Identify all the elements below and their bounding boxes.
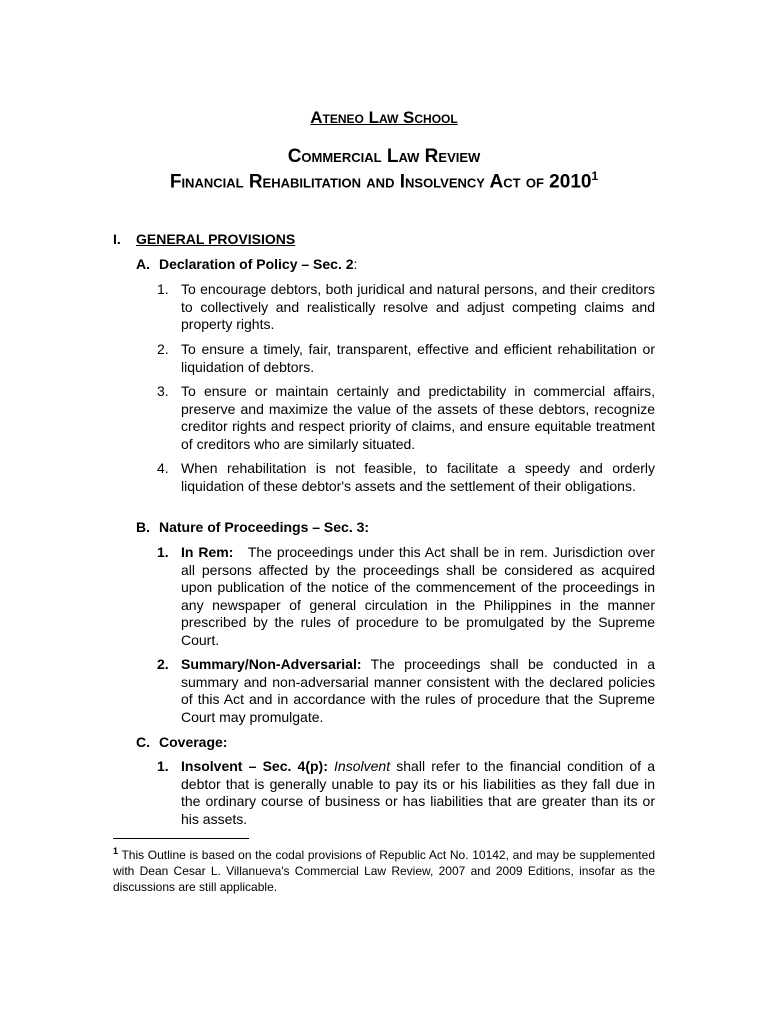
item-number: 2.: [157, 341, 169, 357]
subsection-coverage: [136, 734, 227, 750]
footnote-reference[interactable]: 1: [591, 169, 599, 183]
item-text: [181, 758, 655, 828]
item-label: In Rem:: [181, 544, 234, 560]
item-text: [181, 544, 655, 650]
subsection-letter: B.: [136, 519, 150, 535]
list-item: [157, 460, 655, 495]
footnote: [113, 843, 655, 895]
list-item: [157, 383, 655, 453]
item-text: To ensure or maintain certainly and predictability in commercial affairs, preserve and maximize the value of the assets of these debtors, recognize creditor rights and respect priority of claims, and ensure equitable treatment of creditors who are similarly situated.: [181, 383, 655, 452]
item-text: [181, 656, 655, 726]
item-text: To encourage debtors, both juridical and natural persons, and their creditors to collectively and realistically resolve and adjust competing claims and property rights.: [181, 281, 655, 333]
footnote-separator: [113, 838, 249, 839]
item-body: The proceedings shall be conducted in a summary and non-adversarial manner consistent with the declared policies of this Act and in accordance with the rules of procedure that the Supreme Court may promulgate.: [181, 656, 655, 725]
subsection-letter: A.: [136, 256, 150, 272]
subsection-declaration-of-policy: [136, 256, 357, 272]
footnote-text: This Outline is based on the codal provisions of Republic Act No. 10142, and may be supplemented with Dean Cesar L. Villanueva's Commercial Law Review, 2007 and 2009 Editions, insofar as the discussions are still applicable.: [113, 848, 655, 894]
item-text: To ensure a timely, fair, transparent, effective and efficient rehabilitation or liquidation of debtors.: [181, 341, 655, 375]
list-item: [157, 544, 655, 650]
subsection-title: Declaration of Policy – Sec. 2: [159, 256, 354, 272]
document-title-text: Financial Rehabilitation and Insolvency Act of 2010: [169, 171, 592, 193]
item-body: shall refer to the financial condition of a debtor that is generally unable to pay its or his liabilities as they fall due in the ordinary course of business or has liabilities that are greater than its or his assets.: [181, 758, 656, 827]
item-number: 1.: [157, 544, 169, 560]
item-label: Insolvent – Sec. 4(p):: [181, 758, 328, 774]
item-term: Insolvent: [334, 758, 391, 774]
section-number: I.: [113, 231, 121, 247]
subsection-nature-of-proceedings: [136, 519, 369, 535]
document-title-line2: [0, 169, 768, 193]
list-item: [157, 656, 655, 726]
item-label: Summary/Non-Adversarial:: [181, 656, 362, 672]
list-item: [157, 281, 655, 334]
subsection-title: Nature of Proceedings – Sec. 3:: [159, 519, 370, 535]
item-number: 1.: [157, 281, 169, 297]
section-title: GENERAL PROVISIONS: [136, 231, 296, 247]
list-item: [157, 341, 655, 376]
item-body: The proceedings under this Act shall be in rem. Jurisdiction over all persons affected by the proceedings shall be considered as acquired upon publication of the notice of the commencement of the proceedings in any newspaper of general circulation in the Philippines in the manner prescribed by the rules of procedure to be promulgated by the Supreme Court.: [181, 544, 655, 648]
footnote-mark: 1: [113, 846, 119, 856]
section-general-provisions: [113, 231, 295, 247]
subsection-letter: C.: [136, 734, 150, 750]
item-number: 1.: [157, 758, 169, 774]
subsection-title: Coverage:: [159, 734, 228, 750]
item-number: 4.: [157, 460, 169, 476]
item-text: When rehabilitation is not feasible, to facilitate a speedy and orderly liquidation of these debtor's assets and the settlement of their obligations.: [181, 460, 655, 494]
subsection-suffix: :: [353, 256, 358, 272]
item-number: 3.: [157, 383, 169, 399]
document-title-line1: Commercial Law Review: [287, 146, 481, 167]
school-name: Ateneo Law School: [310, 108, 458, 127]
item-number: 2.: [157, 656, 169, 672]
list-item: [157, 758, 655, 828]
